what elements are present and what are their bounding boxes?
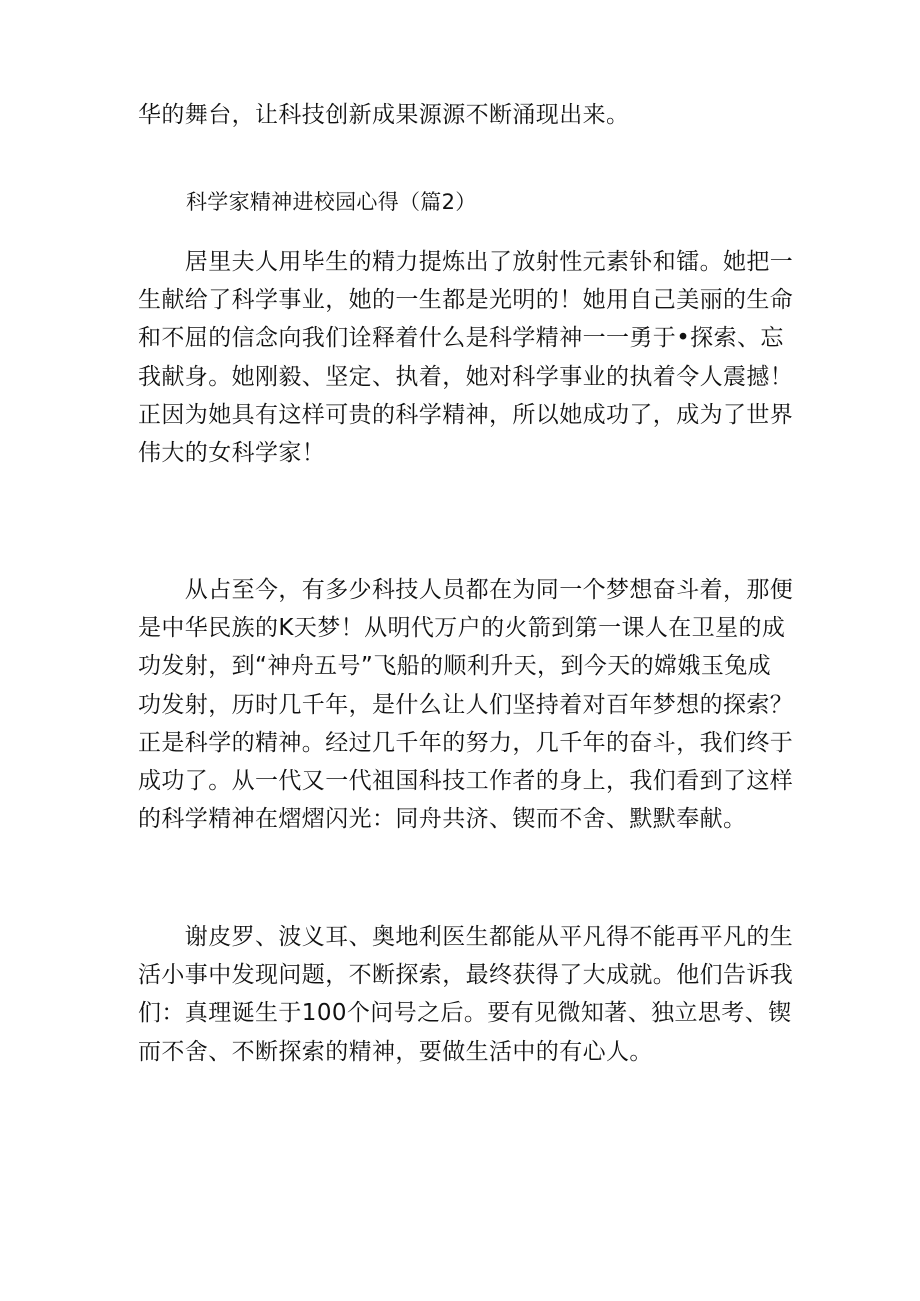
text-line: 而不舍、不断探索的精神，要做生活中的有心人。 [138, 1038, 653, 1065]
text-line: 活小事中发现问题，不断探索，最终获得了大成就。他们告诉我 [138, 962, 794, 989]
paragraph-2 [138, 571, 794, 838]
section-title: 科学家精神进校园心得（篇2） [186, 190, 477, 214]
text-line: 正是科学的精神。经过几千年的努力，几千年的奋斗，我们终于 [138, 729, 794, 756]
text-line: 伟大的女科学家！ [138, 439, 326, 466]
text-line: 生献给了科学事业，她的一生都是光明的！她用自己美丽的生命 [138, 287, 794, 314]
text-line: 华的舞台，让科技创新成果源源不断涌现出来。 [138, 102, 630, 128]
text-line: 功发射，到“神舟五号”飞船的顺利升天，到今天的嫦娥玉兔成 [138, 653, 772, 680]
text-line: 成功了。从一代又一代祖国科技工作者的身上，我们看到了这样 [138, 767, 794, 794]
text-line: 是中华民族的K天梦！从明代万户的火箭到第一课人在卫星的成 [138, 615, 786, 642]
text-line: 谢皮罗、波义耳、奥地利医生都能从平凡得不能再平凡的生 [138, 924, 794, 950]
text-line: 功发射，历时几千年，是什么让人们坚持着对百年梦想的探索？ [138, 691, 794, 718]
paragraph-1 [138, 243, 794, 472]
text-line: 正因为她具有这样可贵的科学精神，所以她成功了，成为了世界 [138, 401, 794, 428]
text-line: 们：真理诞生于100个问号之后。要有见微知著、独立思考、锲 [138, 1000, 792, 1027]
text-line: 和不屈的信念向我们诠释着什么是科学精神一一勇于•探索、忘 [138, 325, 784, 352]
text-line: 的科学精神在熠熠闪光：同舟共济、锲而不舍、默默奉献。 [138, 806, 747, 833]
paragraph-3 [138, 918, 794, 1071]
text-line: 居里夫人用毕生的精力提炼出了放射性元素钋和镭。她把一 [138, 249, 794, 275]
paragraph-fragment [138, 96, 788, 134]
text-line: 我献身。她刚毅、坚定、执着，她对科学事业的执着令人震撼！ [138, 363, 794, 390]
text-line: 从占至今，有多少科技人员都在为同一个梦想奋斗着，那便 [138, 577, 794, 603]
